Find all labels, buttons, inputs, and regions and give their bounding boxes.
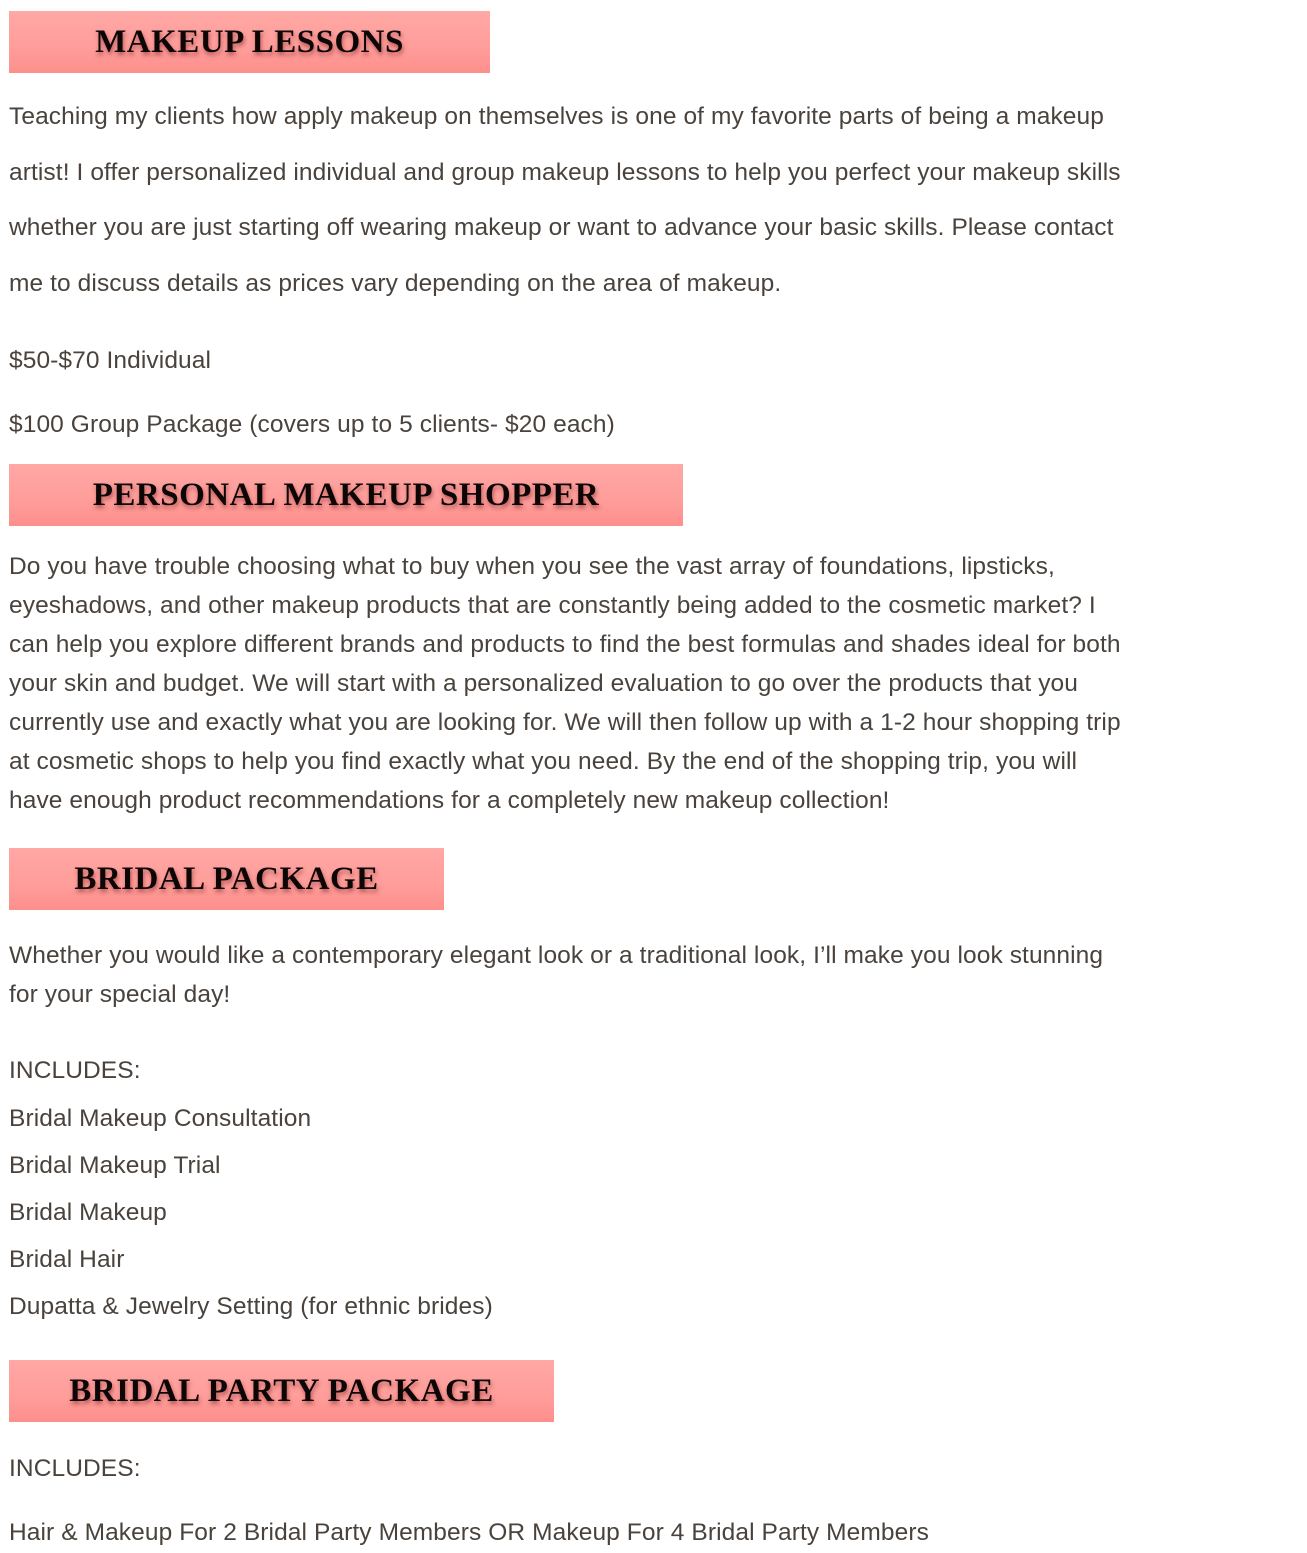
section-title: BRIDAL PACKAGE xyxy=(74,860,379,897)
description-line: have enough product recommendations for a completely new makeup collection! xyxy=(9,787,890,814)
section-banner xyxy=(9,11,490,73)
list-item: Dupatta & Jewelry Setting (for ethnic brides) xyxy=(9,1293,493,1320)
description-line: at cosmetic shops to help you find exactly what you need. By the end of the shopping trip, you will xyxy=(9,748,1078,775)
description-line: whether you are just starting off wearing makeup or want to advance your basic skills. Please contact xyxy=(9,214,1114,241)
description-line: eyeshadows, and other makeup products that are constantly being added to the cosmetic market? I xyxy=(9,592,1096,619)
description-line: can help you explore different brands and products to find the best formulas and shades ideal for both xyxy=(9,631,1121,658)
description-line: me to discuss details as prices vary depending on the area of makeup. xyxy=(9,269,782,297)
section-description xyxy=(9,936,1103,1014)
section-banner xyxy=(9,848,444,910)
section-description xyxy=(9,547,1121,820)
section-banner xyxy=(9,464,683,526)
description-line: Do you have trouble choosing what to buy when you see the vast array of foundations, lipsticks, xyxy=(9,553,1055,580)
section-title: PERSONAL MAKEUP SHOPPER xyxy=(92,476,600,513)
description-line: Teaching my clients how apply makeup on themselves is one of my favorite parts of being a makeup xyxy=(9,103,1104,130)
section-title: BRIDAL PARTY PACKAGE xyxy=(69,1372,494,1409)
section-description xyxy=(9,89,1121,311)
list-item: Bridal Makeup Trial xyxy=(9,1152,221,1179)
list-item: Bridal Makeup Consultation xyxy=(9,1105,312,1132)
description-line: currently use and exactly what you are looking for. We will then follow up with a 1-2 hour shopping trip xyxy=(9,709,1121,736)
description-line: artist! I offer personalized individual and group makeup lessons to help you perfect your makeup skills xyxy=(9,158,1121,186)
price-group: $100 Group Package (covers up to 5 clients- $20 each) xyxy=(9,411,615,438)
price-individual: $50-$70 Individual xyxy=(9,347,212,374)
section-banner xyxy=(9,1360,554,1422)
description-line: for your special day! xyxy=(9,981,231,1008)
includes-label: INCLUDES: xyxy=(9,1057,141,1084)
list-item: Bridal Hair xyxy=(9,1246,125,1273)
section-title: MAKEUP LESSONS xyxy=(95,23,404,60)
description-line: your skin and budget. We will start with a personalized evaluation to go over the products that you xyxy=(9,670,1078,697)
list-item: Hair & Makeup For 2 Bridal Party Members OR Makeup For 4 Bridal Party Members xyxy=(9,1519,929,1546)
list-item: Bridal Makeup xyxy=(9,1199,167,1226)
description-line: Whether you would like a contemporary elegant look or a traditional look, I’ll make you look stunning xyxy=(9,942,1104,969)
includes-label: INCLUDES: xyxy=(9,1455,141,1482)
includes-list xyxy=(9,1095,493,1330)
